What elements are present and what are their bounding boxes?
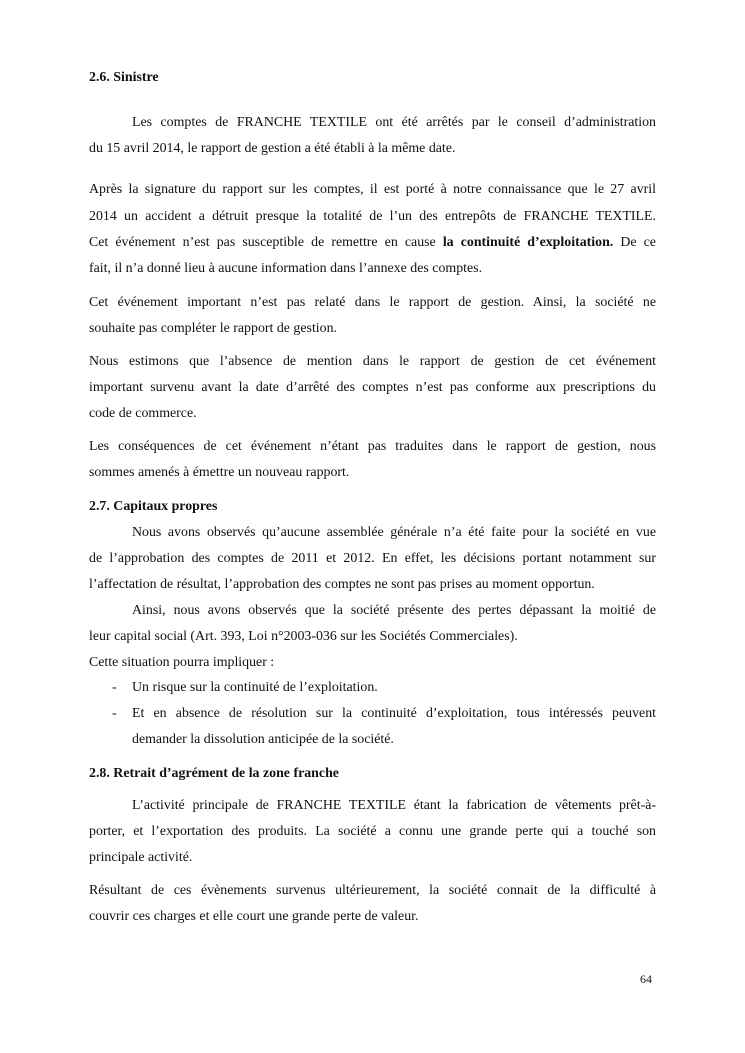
emphasis-text: la continuité d’exploitation. <box>442 235 614 250</box>
paragraph-line: important survenu avant la date d’arrêté des comptes n’est pas conforme aux prescriptions du <box>89 380 656 395</box>
paragraph-line: fait, il n’a donné lieu à aucune information dans l’annexe des comptes. <box>89 261 483 276</box>
section-heading-sinistre: 2.6. Sinistre <box>89 70 159 85</box>
paragraph-line: code de commerce. <box>89 406 197 421</box>
paragraph-line: Cet événement important n’est pas relaté dans le rapport de gestion. Ainsi, la société ne <box>89 295 656 310</box>
paragraph-line: souhaite pas compléter le rapport de gestion. <box>89 321 338 336</box>
paragraph-line: couvrir ces charges et elle court une grande perte de valeur. <box>89 909 419 924</box>
paragraph-line <box>89 234 656 252</box>
text-run: Cet événement n’est pas susceptible de remettre en cause <box>89 235 443 250</box>
paragraph-line: 2014 un accident a détruit presque la totalité de l’un des entrepôts de FRANCHE TEXTILE. <box>89 209 656 224</box>
paragraph-line: l’affectation de résultat, l’approbation des comptes ne sont pas prises au moment opportun. <box>89 577 595 592</box>
paragraph-line: leur capital social (Art. 393, Loi n°2003-036 sur les Sociétés Commerciales). <box>89 629 518 644</box>
list-item-text: Un risque sur la continuité de l’exploitation. <box>132 680 378 695</box>
paragraph-line: Résultant de ces évènements survenus ultérieurement, la société connait de la difficulté à <box>89 883 656 898</box>
paragraph-line: Les conséquences de cet événement n’étant pas traduites dans le rapport de gestion, nous <box>89 439 656 454</box>
bullet-dash: - <box>112 706 117 721</box>
list-item-text: Et en absence de résolution sur la continuité d’exploitation, tous intéressés peuvent <box>132 706 656 721</box>
paragraph-line: L’activité principale de FRANCHE TEXTILE étant la fabrication de vêtements prêt-à- <box>132 798 656 813</box>
paragraph-line: de l’approbation des comptes de 2011 et 2012. En effet, les décisions portant notamment sur <box>89 551 656 566</box>
bullet-dash: - <box>112 680 117 695</box>
paragraph-line: porter, et l’exportation des produits. La société a connu une grande perte qui a touché son <box>89 824 656 839</box>
section-heading-capitaux-propres: 2.7. Capitaux propres <box>89 499 218 514</box>
text-run: De ce <box>613 235 656 250</box>
paragraph-line: Après la signature du rapport sur les comptes, il est porté à notre connaissance que le 27 avril <box>89 182 656 197</box>
page-number: 64 <box>640 972 652 986</box>
list-item-text: demander la dissolution anticipée de la société. <box>132 732 394 747</box>
paragraph-line: Nous estimons que l’absence de mention dans le rapport de gestion de cet événement <box>89 354 656 369</box>
section-heading-retrait-agrement: 2.8. Retrait d’agrément de la zone franche <box>89 766 339 781</box>
paragraph-line: principale activité. <box>89 850 193 865</box>
paragraph-line: du 15 avril 2014, le rapport de gestion a été établi à la même date. <box>89 141 456 156</box>
paragraph-line: sommes amenés à émettre un nouveau rapport. <box>89 465 350 480</box>
paragraph-line: Cette situation pourra impliquer : <box>89 655 275 670</box>
paragraph-line: Les comptes de FRANCHE TEXTILE ont été arrêtés par le conseil d’administration <box>132 115 656 130</box>
paragraph-line: Ainsi, nous avons observés que la société présente des pertes dépassant la moitié de <box>132 603 656 618</box>
paragraph-line: Nous avons observés qu’aucune assemblée générale n’a été faite pour la société en vue <box>132 525 656 540</box>
